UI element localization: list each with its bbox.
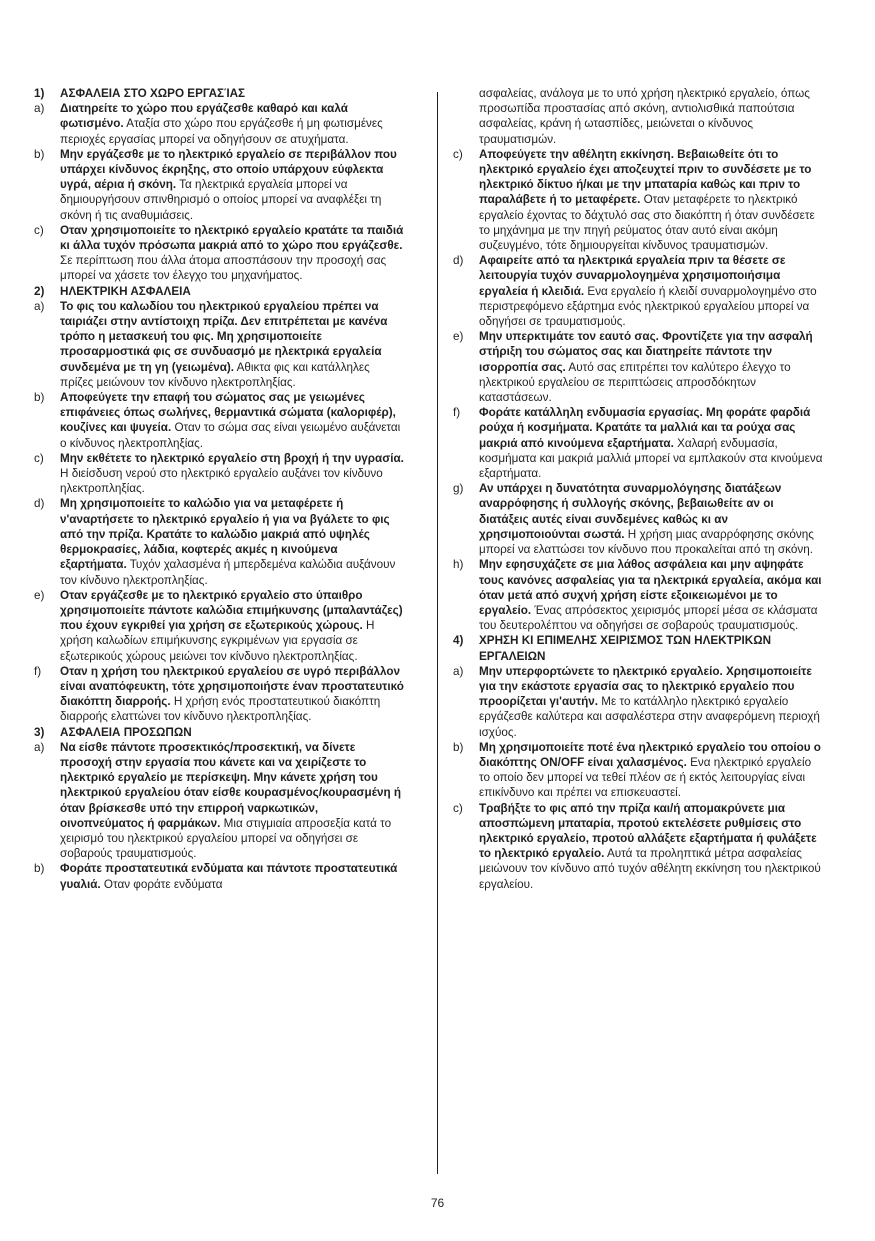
item-body-text: Αυτά τα προληπτικά μέτρα ασφαλείας μειώνουν τον κίνδυνο από τυχόν αθέλητη εκκίνηση του ηλεκτρικού εργαλείου. (479, 847, 821, 891)
item-bold-text: Να είσθε πάντοτε προσεκτικός/προσεκτική, να δίνετε προσοχή στην εργασία που κάνετε και να χειρίζεστε το ηλεκτρικό εργαλείο με περίσκεψη. Μην κάνετε χρήση του ηλεκτρικού εργαλείου όταν είσθε κουρασμένος/κουρασμένη ή όταν βρίσκεσθε υπό την επιρροή ναρκωτικών, οινοπνεύματος ή φαρμάκων. (60, 740, 401, 830)
item-body-text: Ενα ηλεκτρικό εργαλείο το οποίο δεν μπορεί να τεθεί πλέον σε ή εκτός λειτουργίας είναι επικίνδυνο και πρέπει να επισκευαστεί. (479, 755, 812, 800)
item-label: b) (453, 740, 464, 754)
section-heading (34, 725, 404, 740)
item-body-text: Η χρήση ενός προστατευτικού διακόπτη διαρροής ελαττώνει τον κίνδυνο ηλεκτροπληξίας. (60, 695, 381, 724)
item-label: 4) (453, 634, 464, 648)
list-item (453, 801, 823, 892)
item-label: h) (453, 558, 464, 572)
item-body-text: Η χρήση μιας αναρρόφησης σκόνης μπορεί να ελαττώσει τον κίνδυνο που προκαλείται από τη σκόνη. (479, 527, 814, 557)
item-body-text: Οταν φοράτε ενδύματα (100, 877, 223, 891)
item-bold-text: Οταν χρησιμοποιείτε το ηλεκτρικό εργαλείο κρατάτε τα παιδιά κι άλλα τυχόν πρόσωπα μακριά από το χώρο που εργάζεσθε. (60, 223, 404, 253)
list-item (453, 481, 823, 557)
list-item (34, 588, 404, 664)
item-body-text: Αθικτα φις και κατάλληλες πρίζες μειώνουν τον κίνδυνο ηλεκτροπληξίας. (60, 360, 370, 389)
list-item (453, 147, 823, 253)
item-label: c) (453, 801, 463, 815)
item-bold-text: Τραβήξτε το φις από την πρίζα και/ή απομακρύνετε μια αποσπώμενη μπαταρία, προτού εκτελέσετε ρυθμίσεις στο ηλεκτρικό εργαλείο, προτού αλλάξετε εξαρτήματα ή φυλάξετε το ηλεκτρικό εργαλείο. (479, 801, 817, 861)
item-label: b) (34, 147, 45, 161)
item-label: g) (453, 482, 464, 496)
item-body-text: Αταξία στο χώρο που εργάζεσθε ή μη φωτισμένες περιοχές εργασίας μπορεί να οδηγήσουν σε ατυχήματα. (60, 117, 383, 146)
item-bold-text: Μη χρησιμοποιείτε το καλώδιο για να μεταφέρετε ή ν'αναρτήσετε το ηλεκτρικό εργαλείο ή για να βγάλετε το φις από την πρίζα. Κρατάτε το καλώδιο μακριά από υψηλές θερμοκρασίες, λάδια, κοφτερές ακμές η κινούμενα εξαρτήματα. (60, 497, 390, 572)
item-label: d) (34, 497, 45, 511)
item-bold-text: Μην εκθέτετε το ηλεκτρικό εργαλείο στη βροχή ή την υγρασία. (60, 451, 404, 465)
item-body-text: Μια στιγμιαία απροσεξία κατά το χειρισμό του ηλεκτρικού εργαλείου μπορεί να οδηγήσει σε σοβαρούς τραυματισμούς. (60, 816, 392, 861)
item-label: b) (34, 862, 45, 876)
item-label: a) (34, 740, 45, 754)
item-bold-text: Το φις του καλωδίου του ηλεκτρικού εργαλείου πρέπει να ταιριάζει στην αντίστοιχη πρίζα. Δεν επιτρέπεται με κανένα τρόπο η μετασκευή του φις. Μη χρησιμοποιείτε προσαρμοστικά φις σε συνδυασμό με ηλεκτρικά εργαλεία συνδεμένα με τη γη (γειωμένα). (60, 299, 388, 374)
item-label: a) (34, 299, 45, 313)
item-body-text: Με το κατάλληλο ηλεκτρικό εργαλείο εργάζεσθε καλύτερα και ασφαλέστερα στην αναφερόμενη περιοχή ισχύος. (479, 695, 820, 739)
item-bold-text: Οταν η χρήση του ηλεκτρικού εργαλείου σε υγρό περιβάλλον είναι αναπόφευκτη, τότε χρησιμοποιήστε έναν προστατευτικό διακόπτη διαρροής. (60, 664, 404, 709)
item-bold-text: Φοράτε κατάλληλη ενδυμασία εργασίας. Μη φοράτε φαρδιά ρούχα ή κοσμήματα. Κρατάτε τα μαλλιά και τα ρούχα σας μακριά από κινούμενα εξαρτήματα. (479, 406, 811, 450)
section-heading-text: ΧΡΗΣΗ ΚΙ ΕΠΙΜΕΛΗΣ ΧΕΙΡΙΣΜΟΣ ΤΩΝ ΗΛΕΚΤΡΙΚΩΝ ΕΡΓΑΛΕΙΩΝ (479, 634, 772, 663)
item-body-text: Ένας απρόσεκτος χειρισμός μπορεί μέσα σε κλάσματα του δευτερολέπτου να οδηγήσει σε σοβαρούς τραυματισμούς. (479, 603, 818, 633)
list-item (453, 405, 823, 481)
item-bold-text: Μην εργάζεσθε με το ηλεκτρικό εργαλείο σε περιβάλλον που υπάρχει κίνδυνος έκρηξης, στο οποίο υπάρχουν εύφλεκτα υγρά, αέρια ή σκόνη. (60, 147, 397, 192)
page-number: 76 (430, 1196, 445, 1210)
section-heading-text: ΑΣΦΑΛΕΙΑ ΣΤΟ ΧΩΡΟ ΕΡΓΑΣΊΑΣ (60, 87, 246, 100)
list-item (453, 557, 823, 633)
item-label: c) (34, 223, 44, 237)
section-heading-text: ΑΣΦΑΛΕΙΑ ΠΡΟΣΩΠΩΝ (60, 725, 192, 739)
section-heading (453, 633, 823, 663)
item-label: 2) (34, 284, 45, 298)
list-item (34, 299, 404, 390)
section-heading (34, 284, 404, 299)
list-item (453, 253, 823, 329)
item-bold-text: Αποφεύγετε την επαφή του σώματος σας με γειωμένες επιφάνειες όπως σωλήνες, θερμαντικά σώματα (καλοριφέρ), κουζίνες και ψυγεία. (60, 391, 396, 435)
column-divider (437, 92, 438, 1174)
item-label: e) (453, 330, 464, 344)
list-item (453, 86, 823, 147)
item-label: c) (34, 451, 44, 465)
list-item (34, 101, 404, 147)
list-item (453, 740, 823, 801)
item-label: f) (34, 664, 42, 678)
list-item (453, 329, 823, 405)
list-item (453, 664, 823, 740)
item-label: a) (34, 102, 45, 116)
item-body-text: Οταν το σώμα σας είναι γειωμένο αυξάνεται ο κίνδυνος ηλεκτροπληξίας. (60, 421, 401, 450)
item-bold-text: Μην εφησυχάζετε σε μια λάθος ασφάλεια και μην αψηφάτε τους κανόνες ασφαλείας για τα ηλεκτρικά εργαλεία, ακόμα και όταν μετά από συχνή χρήση είστε εξοικειωμένοι με το εργαλείο. (479, 558, 822, 617)
list-item (34, 496, 404, 587)
item-body-text: Τυχόν χαλασμένα ή μπερδεμένα καλώδια αυξάνουν τον κίνδυνο ηλεκτροπληξίας. (60, 558, 396, 587)
item-bold-text: Αν υπάρχει η δυνατότητα συναρμολόγησης διατάξεων αναρρόφησης ή συλλογής σκόνης, βεβαιωθείτε αν οι διατάξεις αυτές είναι συνδεμένες καθώς κι αν χρησιμοποιούνται σωστά. (479, 482, 782, 541)
item-bold-text: Φοράτε προστατευτικά ενδύματα και πάντοτε προστατευτικά γυαλιά. (60, 862, 398, 891)
item-bold-text: Μην υπερκτιμάτε τον εαυτό σας. Φροντίζετε για την ασφαλή στήριξη του σώματος σας και διατηρείτε πάντοτε την ισορροπία σας. (479, 330, 813, 374)
item-body-text: Η διείσδυση νερού στο ηλεκτρικό εργαλείο αυξάνει τον κίνδυνο ηλεκτροπληξίας. (60, 467, 383, 496)
item-label: e) (34, 588, 45, 602)
item-label: c) (453, 147, 463, 161)
item-body-text: ασφαλείας, ανάλογα με το υπό χρήση ηλεκτρικό εργαλείο, όπως προσωπίδα προστασίας από σκόνη, αντιολισθικά παπούτσια ασφαλείας, κράνη ή ωτασπίδες, μειώνεται ο κίνδυνος τραυματισμών. (479, 87, 810, 146)
item-label: f) (453, 406, 461, 420)
item-bold-text: Οταν εργάζεσθε με το ηλεκτρικό εργαλείο στο ύπαιθρο χρησιμοποιείτε πάντοτε καλώδια επιμήκυνσης (μπαλαντάζες) που έχουν εγκριθεί για χρήση σε εξωτερικούς χώρους. (60, 588, 403, 633)
item-bold-text: Μην υπερφορτώνετε το ηλεκτρικό εργαλείο. Χρησιμοποιείτε για την εκάστοτε εργασία σας το ηλεκτρικό εργαλείο που προορίζεται γι'αυτήν. (479, 664, 812, 709)
left-column (34, 86, 404, 892)
list-item (34, 664, 404, 725)
item-body-text: Οταν μεταφέρετε το ηλεκτρικό εργαλείο έχοντας το δάχτυλό σας στο διακόπτη ή όταν συνδέσετε το μηχάνημα με την πηγή ρεύματος όταν αυτό είναι ακόμη συζευγμένο, τότε δημιουργείται κίνδυνος τραυματισμών. (479, 193, 815, 253)
item-body-text: Ενα εργαλείο ή κλειδί συναρμολογημένο στο περιστρεφόμενο εξάρτημα ενός ηλεκτρικού εργαλείου μπορεί να οδηγήσει σε τραυματισμούς. (479, 284, 817, 329)
item-label: 3) (34, 725, 45, 739)
item-bold-text: Μη χρησιμοποιείτε ποτέ ένα ηλεκτρικό εργαλείο του οποίου ο διακόπτης ON/OFF είναι χαλασμένος. (479, 740, 821, 769)
list-item (34, 861, 404, 891)
item-body-text: Χαλαρή ενδυμασία, κοσμήματα και μακριά μαλλιά μπορεί να εμπλακούν στα κινούμενα εξαρτήματα. (479, 436, 823, 481)
list-item (34, 740, 404, 862)
list-item (34, 147, 404, 223)
item-bold-text: Διατηρείτε το χώρο που εργάζεσθε καθαρό και καλά φωτισμένο. (60, 102, 348, 131)
item-label: d) (453, 254, 464, 268)
section-heading (34, 86, 404, 101)
item-body-text: Αυτό σας επιτρέπει τον καλύτερο έλεγχο το ηλεκτρικού εργαλείου σε περιπτώσεις απροσδόκητων καταστάσεων. (479, 360, 791, 405)
item-body-text: Η χρήση καλωδίων επιμήκυνσης εγκριμένων για εργασία σε εξωτερικούς χώρους μειώνει τον κίνδυνο ηλεκτροπληξίας. (60, 619, 375, 663)
list-item (34, 223, 404, 284)
item-bold-text: Αφαιρείτε από τα ηλεκτρικά εργαλεία πριν τα θέσετε σε λειτουργία τυχόν συναρμολογημένα χρησιμοποιήσιμα εργαλεία ή κλειδιά. (479, 254, 786, 298)
item-label: 1) (34, 87, 45, 100)
item-body-text: Σε περίπτωση που άλλα άτομα αποσπάσουν την προσοχή σας μπορεί να χάσετε τον έλεγχο του μηχανήματος. (60, 254, 387, 283)
section-heading-text: ΗΛΕΚΤΡΙΚΗ ΑΣΦΑΛΕΙΑ (60, 284, 191, 298)
item-label: a) (453, 664, 464, 678)
item-body-text: Τα ηλεκτρικά εργαλεία μπορεί να δημιουργήσουν σπινθηρισμό ο οποίος μπορεί να αναφλέξει τη σκόνη ή τις αναθυμιάσεις. (60, 178, 382, 222)
list-item (34, 390, 404, 451)
right-column (453, 86, 823, 892)
item-label: b) (34, 391, 45, 405)
item-bold-text: Αποφεύγετε την αθέλητη εκκίνηση. Βεβαιωθείτε ότι το ηλεκτρικό εργαλείο έχει αποζευχτεί πριν το συνδέσετε με το ηλεκτρικό δίκτυο ή/και με την μπαταρία καθώς και πριν το παραλάβετε ή το μεταφέρετε. (479, 147, 812, 207)
list-item (34, 451, 404, 497)
